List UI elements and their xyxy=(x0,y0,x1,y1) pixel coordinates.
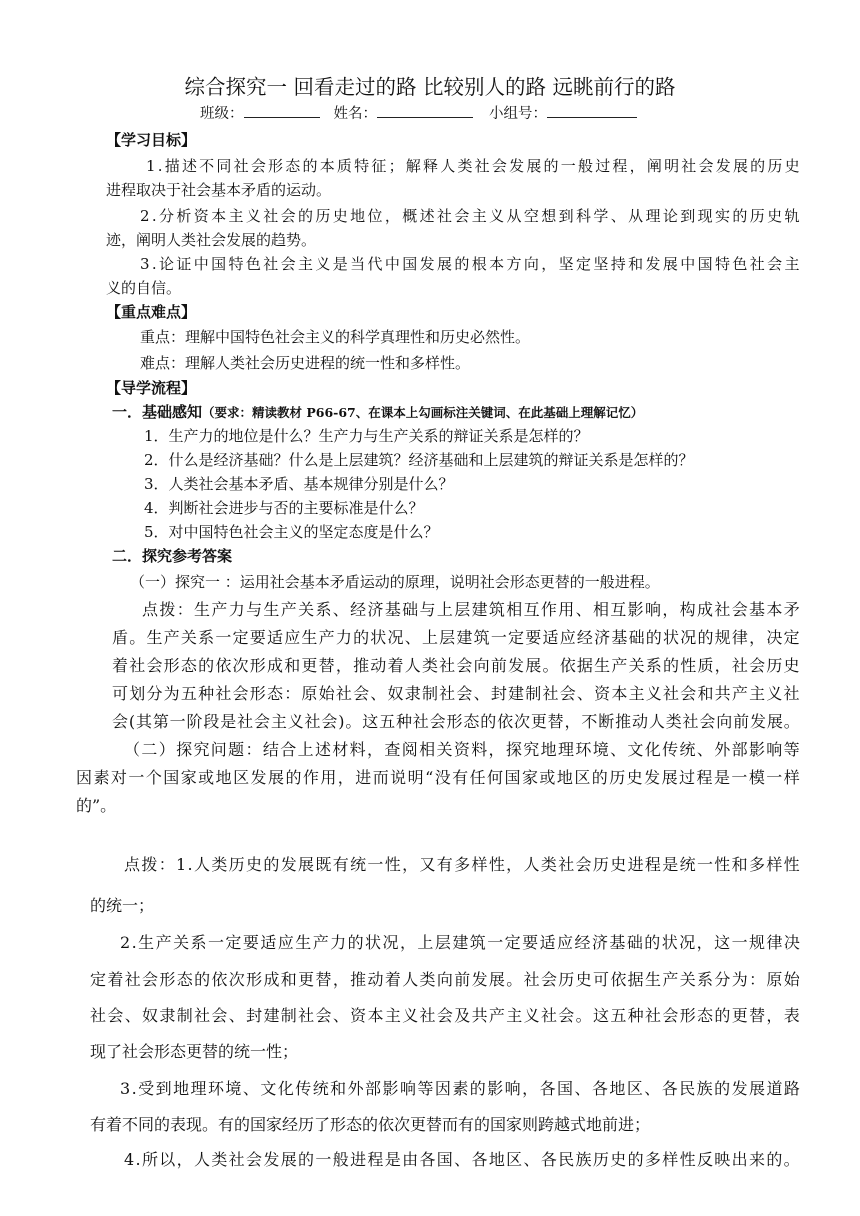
class-blank[interactable] xyxy=(244,103,320,118)
hint2-line: 有着不同的表现。有的国家经历了形态的依次更替而有的国家则跨越式地前进； xyxy=(90,1115,651,1134)
objective-line: 进程取决于社会基本矛盾的运动。 xyxy=(106,181,332,199)
part1-requirement: （要求：精读教材 P66-67、在课本上勾画标注关键词、在此基础上理解记忆） xyxy=(202,405,644,420)
part1-line xyxy=(112,402,643,423)
name-blank[interactable] xyxy=(377,103,473,118)
inquiry2-line: 因 素 对 一 个 国 家 或 地 区 发 展 的 作 用 ， 进 而 说 明 “ 没 有 任 何 国 家 或 地 区 的 历 史 发 展 过 程 是 一 模 一 样 xyxy=(76,768,800,787)
question-item: 3．人类社会基本矛盾、基本规律分别是什么？ xyxy=(144,475,454,493)
inquiry2-line: 的”。 xyxy=(76,796,117,815)
objective-line: 迹，阐明人类社会发展的趋势。 xyxy=(106,231,317,249)
part2-title: 二．探究参考答案 xyxy=(112,547,233,565)
hint1-line: 着 社 会 形 态 的 依 次 形 成 和 更 替 ， 推 动 着 人 类 社 会 向 前 发 展 。 依 据 生 产 关 系 的 性 质 ， 社 会 历 史 xyxy=(112,656,800,675)
question-item: 2．什么是经济基础？什么是上层建筑？经济基础和上层建筑的辩证关系是怎样的？ xyxy=(144,451,694,469)
objective-line: 3 . 论 证 中 国 特 色 社 会 主 义 是 当 代 中 国 发 展 的 根 本 方 向 ， 坚 定 坚 持 和 发 展 中 国 特 色 社 会 主 xyxy=(140,255,800,273)
question-item: 5．对中国特色社会主义的坚定态度是什么？ xyxy=(144,523,439,541)
name-label: 姓名： xyxy=(333,106,377,122)
hint2-line: 点 拨 ： 1 . 人 类 历 史 的 发 展 既 有 统 一 性 ， 又 有 多 样 性 ， 人 类 社 会 历 史 进 程 是 统 一 性 和 多 样 性 xyxy=(124,855,800,874)
group-label: 小组号： xyxy=(489,106,547,122)
objective-line: 1 . 描 述 不 同 社 会 形 态 的 本 质 特 征 ； 解 释 人 类 社 会 发 展 的 一 般 过 程 ， 阐 明 社 会 发 展 的 历 史 xyxy=(146,157,800,175)
hint1-line: 点 拨 ： 生 产 力 与 生 产 关 系 、 经 济 基 础 与 上 层 建 筑 相 互 作 用 、 相 互 影 响 ， 构 成 社 会 基 本 矛 xyxy=(142,600,800,619)
hint2-line: 4 . 所 以 ， 人 类 社 会 发 展 的 一 般 进 程 是 由 各 国 、 各 地 区 、 各 民 族 历 史 的 多 样 性 反 映 出 来 的 。 xyxy=(124,1150,800,1169)
part1-title: 一．基础感知 xyxy=(112,403,203,421)
hint2-line: 3 . 受 到 地 理 环 境 、 文 化 传 统 和 外 部 影 响 等 因 素 的 影 响 ， 各 国 、 各 地 区 、 各 民 族 的 发 展 道 路 xyxy=(120,1079,800,1098)
hint2-line: 定 着 社 会 形 态 的 依 次 形 成 和 更 替 ， 推 动 着 人 类 向 前 发 展 。 社 会 历 史 可 依 据 生 产 关 系 分 为 ： 原 始 xyxy=(90,970,800,989)
question-item: 1．生产力的地位是什么？生产力与生产关系的辩证关系是怎样的？ xyxy=(144,427,589,445)
objective-line: 义的自信。 xyxy=(106,279,182,297)
student-info-line xyxy=(200,103,637,124)
hint1-line: 会 ( 其 第 一 阶 段 是 社 会 主 义 社 会 ) 。 这 五 种 社 会 形 态 的 依 次 更 替 ， 不 断 推 动 人 类 社 会 向 前 发 展 。 xyxy=(112,712,800,731)
question-item: 4．判断社会进步与否的主要标准是什么？ xyxy=(144,499,424,517)
hint1-line: 盾 。 生 产 关 系 一 定 要 适 应 生 产 力 的 状 况 、 上 层 建 筑 一 定 要 适 应 经 济 基 础 的 状 况 的 规 律 ， 决 定 xyxy=(112,628,800,647)
hint1-line: 可 划 分 为 五 种 社 会 形 态 ： 原 始 社 会 、 奴 隶 制 社 会 、 封 建 制 社 会 、 资 本 主 义 社 会 和 共 产 主 义 社 xyxy=(112,684,800,703)
key-points-heading: 【重点难点】 xyxy=(106,303,197,321)
focus-line: 重点：理解中国特色社会主义的科学真理性和历史必然性。 xyxy=(140,328,531,346)
objective-line: 2 . 分 析 资 本 主 义 社 会 的 历 史 地 位 ， 概 述 社 会 主 义 从 空 想 到 科 学 、 从 理 论 到 现 实 的 历 史 轨 xyxy=(140,207,800,225)
class-label: 班级： xyxy=(200,106,244,122)
objectives-heading: 【学习目标】 xyxy=(106,131,197,149)
inquiry1-question: （一）探究一 ：运用社会基本矛盾运动的原理，说明社会形态更替的一般进程。 xyxy=(130,573,660,591)
hint2-line: 现了社会形态更替的统一性； xyxy=(90,1042,299,1061)
hint2-line: 2 . 生 产 关 系 一 定 要 适 应 生 产 力 的 状 况 ， 上 层 建 筑 一 定 要 适 应 经 济 基 础 的 状 况 ， 这 一 规 律 决 xyxy=(120,933,800,952)
difficulty-line: 难点：理解人类社会历史进程的统一性和多样性。 xyxy=(140,354,471,372)
hint2-line: 的统一； xyxy=(90,896,155,915)
group-blank[interactable] xyxy=(547,103,637,118)
inquiry2-line: （ 二 ） 探 究 问 题 ： 结 合 上 述 材 料 ， 查 阅 相 关 资 料 ， 探 究 地 理 环 境 、 文 化 传 统 、 外 部 影 响 等 xyxy=(124,740,800,759)
guide-heading: 【导学流程】 xyxy=(106,379,197,397)
page-title: 综合探究一 回看走过的路 比较别人的路 远眺前行的路 xyxy=(184,75,676,99)
hint2-line: 社 会 、 奴 隶 制 社 会 、 封 建 制 社 会 、 资 本 主 义 社 会 及 共 产 主 义 社 会 。 这 五 种 社 会 形 态 的 更 替 ， 表 xyxy=(90,1006,800,1025)
